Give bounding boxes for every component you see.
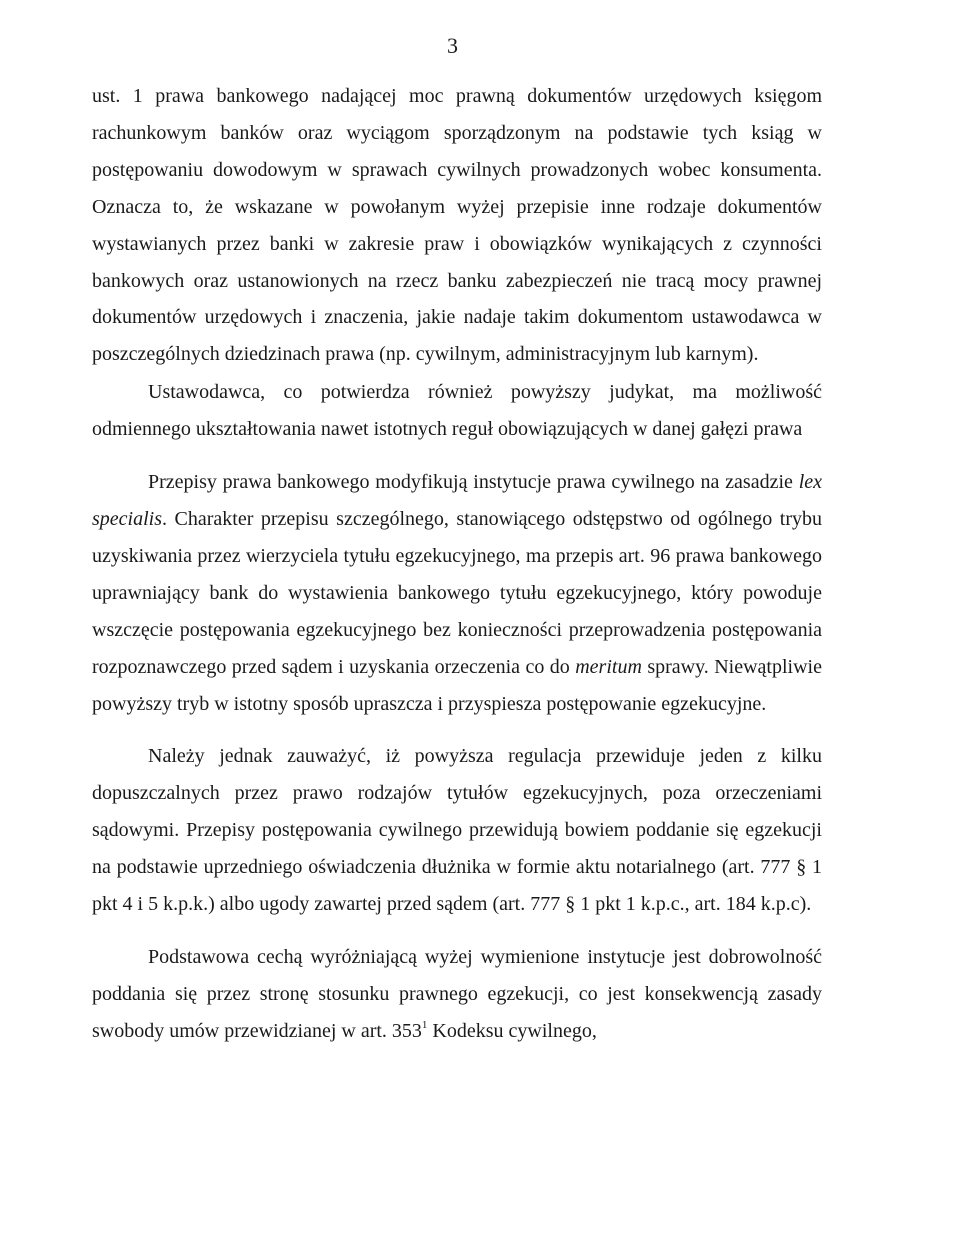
paragraph-4: Należy jednak zauważyć, iż powyższa regulacja przewiduje jeden z kilku dopuszczalnych przez prawo rodzajów tytułów egzekucyjnych, poza orzeczeniami sądowymi. Przepisy postępowania cywilnego przewidują bowiem poddanie się egzekucji na podstawie uprzedniego oświadczenia dłużnika w formie aktu notarialnego (art. 777 § 1 pkt 4 i 5 k.p.k.) albo ugody zawartej przed sądem (art. 777 § 1 pkt 1 k.p.c., art. 184 k.p.c).: [92, 745, 822, 916]
paragraph-3-text-a: Przepisy prawa bankowego modyfikują instytucje prawa cywilnego na zasadzie: [148, 471, 799, 494]
paragraph-5-text-a: Podstawowa cechą wyróżniającą wyżej wymienione instytucje jest dobrowolność poddania się przez stronę stosunku prawnego egzekucji, co jest konsekwencją zasady swobody umów przewidzianej w art. 353: [92, 945, 822, 1042]
paragraph-1: ust. 1 prawa bankowego nadającej moc prawną dokumentów urzędowych księgom rachunkowym banków oraz wyciągom sporządzonym na podstawie tych ksiąg w postępowaniu dowodowym w sprawach cywilnych prowadzonych wobec konsumenta. Oznacza to, że wskazane w powołanym wyżej przepisie inne rodzaje dokumentów wystawianych przez banki w zakresie praw i obowiązków wynikających z czynności bankowych oraz ustanowionych na rzecz banku zabezpieczeń nie tracą mocy prawnej dokumentów urzędowych i znaczenia, jakie nadaje takim dokumentom ustawodawca w poszczególnych dziedzinach prawa (np. cywilnym, administracyjnym lub karnym).: [92, 85, 822, 366]
document-body: [92, 78, 822, 1050]
paragraph-5-text-b: Kodeksu cywilnego,: [427, 1019, 597, 1042]
paragraph-3-text-b: . Charakter przepisu szczególnego, stanowiącego odstępstwo od ogólnego trybu uzyskiwania przez wierzyciela tytułu egzekucyjnego, ma przepis art. 96 prawa bankowego uprawniający bank do wystawienia bankowego tytułu egzekucyjnego, który powoduje wszczęcie postępowania egzekucyjnego bez konieczności przeprowadzenia postępowania rozpoznawczego przed sądem i uzyskania orzeczenia co do: [92, 507, 822, 678]
superscript-marker: 1: [421, 1018, 428, 1031]
paragraph-3-text-c: sprawy. Niewątpliwie powyższy tryb w istotny sposób upraszcza i przyspiesza postępowanie egzekucyjne.: [92, 655, 822, 715]
page-number: 3: [447, 33, 458, 58]
paragraph-3: [92, 464, 822, 722]
paragraph-5: [92, 939, 822, 1050]
paragraph-3-italic-meritum: meritum: [575, 655, 642, 678]
paragraph-3-italic-lex-specialis: lex specialis: [92, 471, 822, 530]
paragraph-2: Ustawodawca, co potwierdza również powyższy judykat, ma możliwość odmiennego ukształtowania nawet istotnych reguł obowiązujących w danej gałęzi prawa: [92, 381, 822, 441]
